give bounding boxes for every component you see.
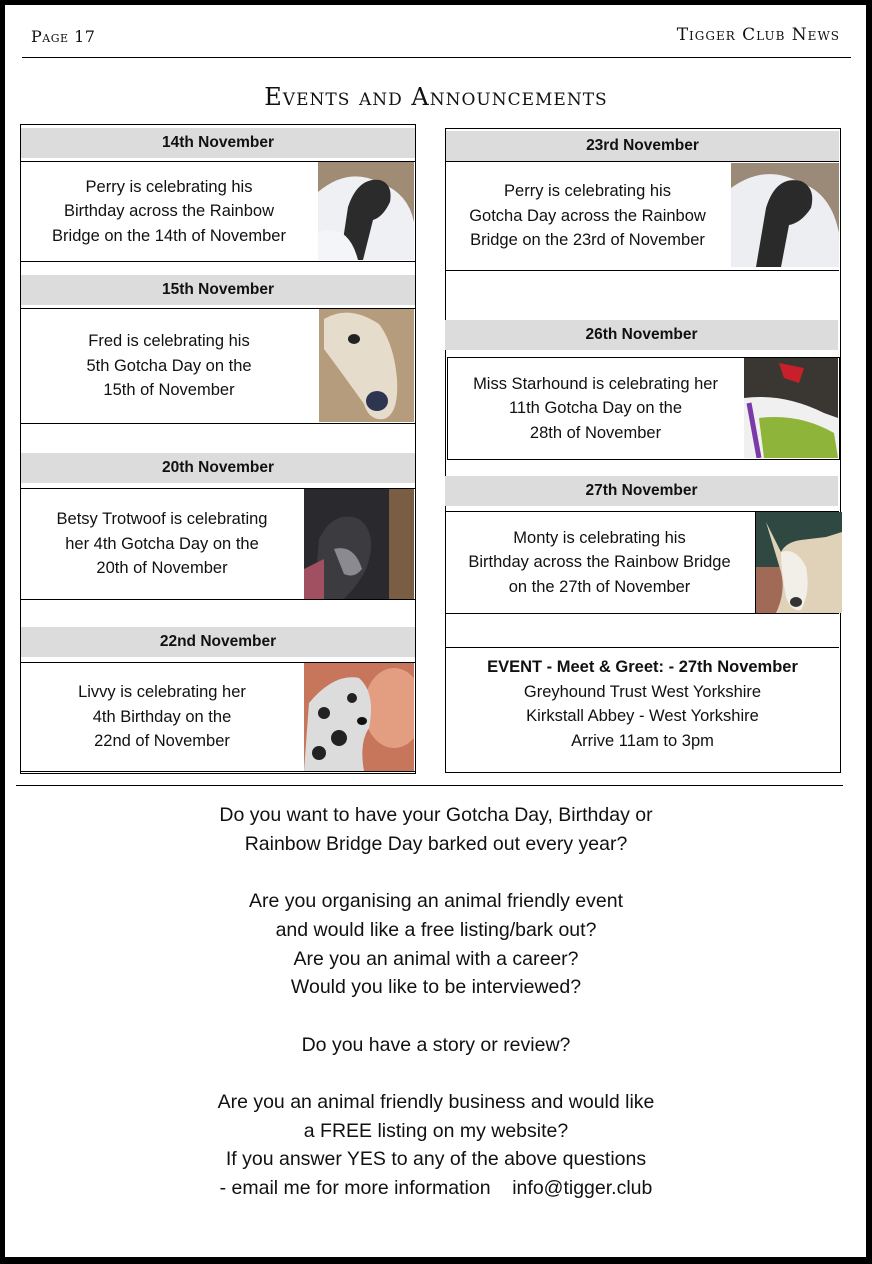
dog-photo-livvy (304, 663, 414, 771)
text-line: Monty is celebrating his (513, 528, 686, 547)
text-line: Gotcha Day across the Rainbow (469, 206, 706, 225)
text-line: 11th Gotcha Day on the (508, 399, 683, 418)
page-number: Page 17 (31, 27, 96, 46)
date-heading: 20th November (21, 453, 415, 483)
email-link[interactable]: info@tigger.club (512, 1177, 653, 1200)
text-line: Perry is celebrating his (504, 182, 671, 201)
text-line: 28th of November (529, 423, 662, 442)
date-heading: 14th November (21, 128, 415, 158)
text-line: Birthday across the Rainbow Bridge (468, 553, 731, 572)
text-line: Livvy is celebrating her (78, 683, 246, 702)
text-line: Bridge on the 14th of November (52, 226, 286, 245)
text-line: Rainbow Bridge Day barked out every year? (244, 832, 628, 855)
text-line: her 4th Gotcha Day on the (65, 534, 259, 553)
date-heading: 22nd November (21, 627, 415, 657)
event-heading: EVENT - Meet & Greet: - 27th November (487, 658, 798, 676)
publication-name: Tigger Club News (676, 25, 840, 45)
page-title: Events and Announcements (264, 83, 608, 111)
text-line: 22nd of November (94, 732, 230, 751)
dog-photo-monty (755, 512, 842, 613)
text-line: Would you like to be interviewed? (290, 976, 582, 999)
page-frame-bottom (5, 1255, 866, 1257)
text-line: Birthday across the Rainbow (63, 202, 275, 221)
event-time: Arrive 11am to 3pm (571, 731, 714, 750)
text-line: 15th of November (103, 381, 235, 400)
text-line: Fred is celebrating his (88, 332, 250, 351)
date-heading: 26th November (445, 320, 838, 350)
text-line: Bridge on the 23rd of November (470, 231, 705, 250)
text-line: Betsy Trotwoof is celebrating (56, 510, 268, 529)
event-organiser: Greyhound Trust West Yorkshire (523, 682, 762, 701)
event-location: Kirkstall Abbey - West Yorkshire (526, 707, 759, 725)
text-line: Miss Starhound is celebrating her (473, 374, 718, 393)
header-rule (22, 57, 851, 58)
dog-photo-miss-starhound (744, 358, 838, 458)
dog-photo-perry (318, 162, 414, 260)
text-line: Are you an animal friendly business and would like (217, 1090, 655, 1113)
text-line: Perry is celebrating his (85, 177, 253, 196)
dog-photo-perry-2 (731, 163, 839, 267)
text-line: and would like a free listing/bark out? (275, 918, 597, 941)
text-line: Are you organising an animal friendly event (249, 890, 623, 913)
date-heading: 15th November (21, 275, 415, 305)
text-line: on the 27th of November (508, 577, 691, 596)
text-line: a FREE listing on my website? (303, 1119, 569, 1142)
text-line: Do you want to have your Gotcha Day, Birthday or (219, 804, 653, 826)
dog-photo-fred (319, 309, 414, 422)
text-line: If you answer YES to any of the above questions (225, 1148, 647, 1171)
text-line: Do you have a story or review? (301, 1033, 571, 1056)
text-line: 4th Birthday on the (92, 707, 232, 726)
text-line: 20th of November (96, 559, 228, 578)
section-divider (16, 785, 843, 786)
dog-photo-betsy (304, 489, 414, 599)
call-to-action (0, 801, 872, 1203)
date-heading: 23rd November (446, 131, 839, 161)
event-divider (446, 647, 839, 648)
text-line: 5th Gotcha Day on the (86, 356, 252, 375)
contact-line (0, 1174, 872, 1203)
date-heading: 27th November (445, 476, 838, 506)
contact-prefix: - email me for more information (219, 1177, 491, 1200)
text-line: Are you an animal with a career? (293, 947, 579, 970)
event-announcement (446, 655, 839, 753)
